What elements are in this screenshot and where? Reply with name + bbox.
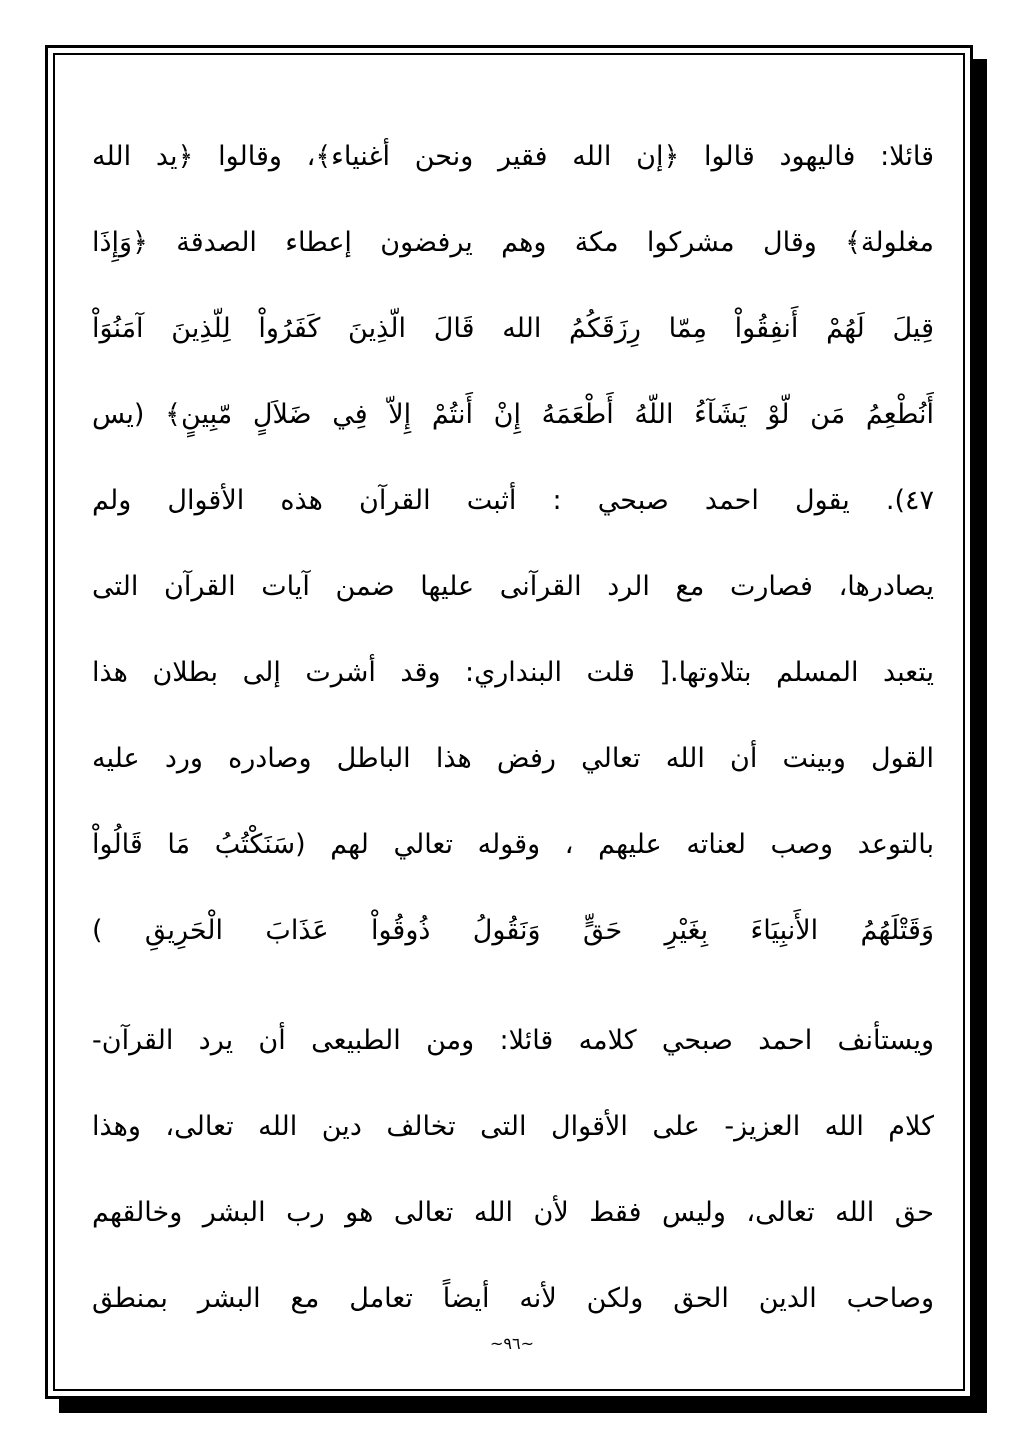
text-line: يصادرها، فصارت مع الرد القرآنى عليها ضمن آيات القرآن التى — [92, 571, 934, 602]
page-number: ~٩٦~ — [490, 1334, 534, 1353]
text-line: كلام الله العزيز- على الأقوال التى تخالف دين الله تعالى، وهذا — [92, 1111, 934, 1142]
text-line: القول وبينت أن الله تعالي رفض هذا الباطل وصادره ورد عليه — [92, 743, 934, 774]
text-line: قِيلَ لَهُمْ أَنفِقُواْ مِمّا رِزَقَكُمُ الله قَالَ الّذِينَ كَفَرُواْ لِلّذِينَ آمَنُوَاْ — [92, 313, 934, 344]
text-line: حق الله تعالى، وليس فقط لأن الله تعالى هو رب البشر وخالقهم — [92, 1197, 934, 1228]
frame-shadow-bottom — [59, 1399, 987, 1413]
text-line: مغلولة﴾ وقال مشركوا مكة وهم يرفضون إعطاء الصدقة ﴿وَإِذَا — [92, 227, 934, 258]
text-line: وصاحب الدين الحق ولكن لأنه أيضاً تعامل مع البشر بمنطق — [92, 1283, 934, 1314]
text-line: ٤٧). يقول احمد صبحي : أثبت القرآن هذه الأقوال ولم — [92, 485, 934, 516]
text-line: وَقَتْلَهُمُ الأَنبِيَاءَ بِغَيْرِ حَقٍّ وَنَقُولُ ذُوقُواْ عَذَابَ الْحَرِيقِ ) — [92, 915, 934, 946]
text-line: قائلا: فاليهود قالوا ﴿إن الله فقير ونحن أغنياء﴾، وقالوا ﴿يد الله — [92, 141, 934, 172]
text-line: أَنُطْعِمُ مَن لّوْ يَشَآءُ اللّهُ أَطْعَمَهُ إِنْ أَنتُمْ إِلاّ فِي ضَلاَلٍ مّبِينٍ﴾ (يس — [92, 399, 934, 430]
text-line: ويستأنف احمد صبحي كلامه قائلا: ومن الطبيعى أن يرد القرآن- — [92, 1025, 934, 1056]
text-line: يتعبد المسلم بتلاوتها.[ قلت البنداري: وقد أشرت إلى بطلان هذا — [92, 657, 934, 688]
frame-shadow-right — [973, 59, 987, 1413]
paragraph-2 — [92, 1006, 934, 1350]
body-text — [92, 122, 934, 1350]
paragraph-gap — [92, 982, 934, 1006]
paragraph-1 — [92, 122, 934, 982]
text-line: بالتوعد وصب لعناته عليهم ، وقوله تعالي لهم (سَنَكْتُبُ مَا قَالُواْ — [92, 829, 934, 860]
